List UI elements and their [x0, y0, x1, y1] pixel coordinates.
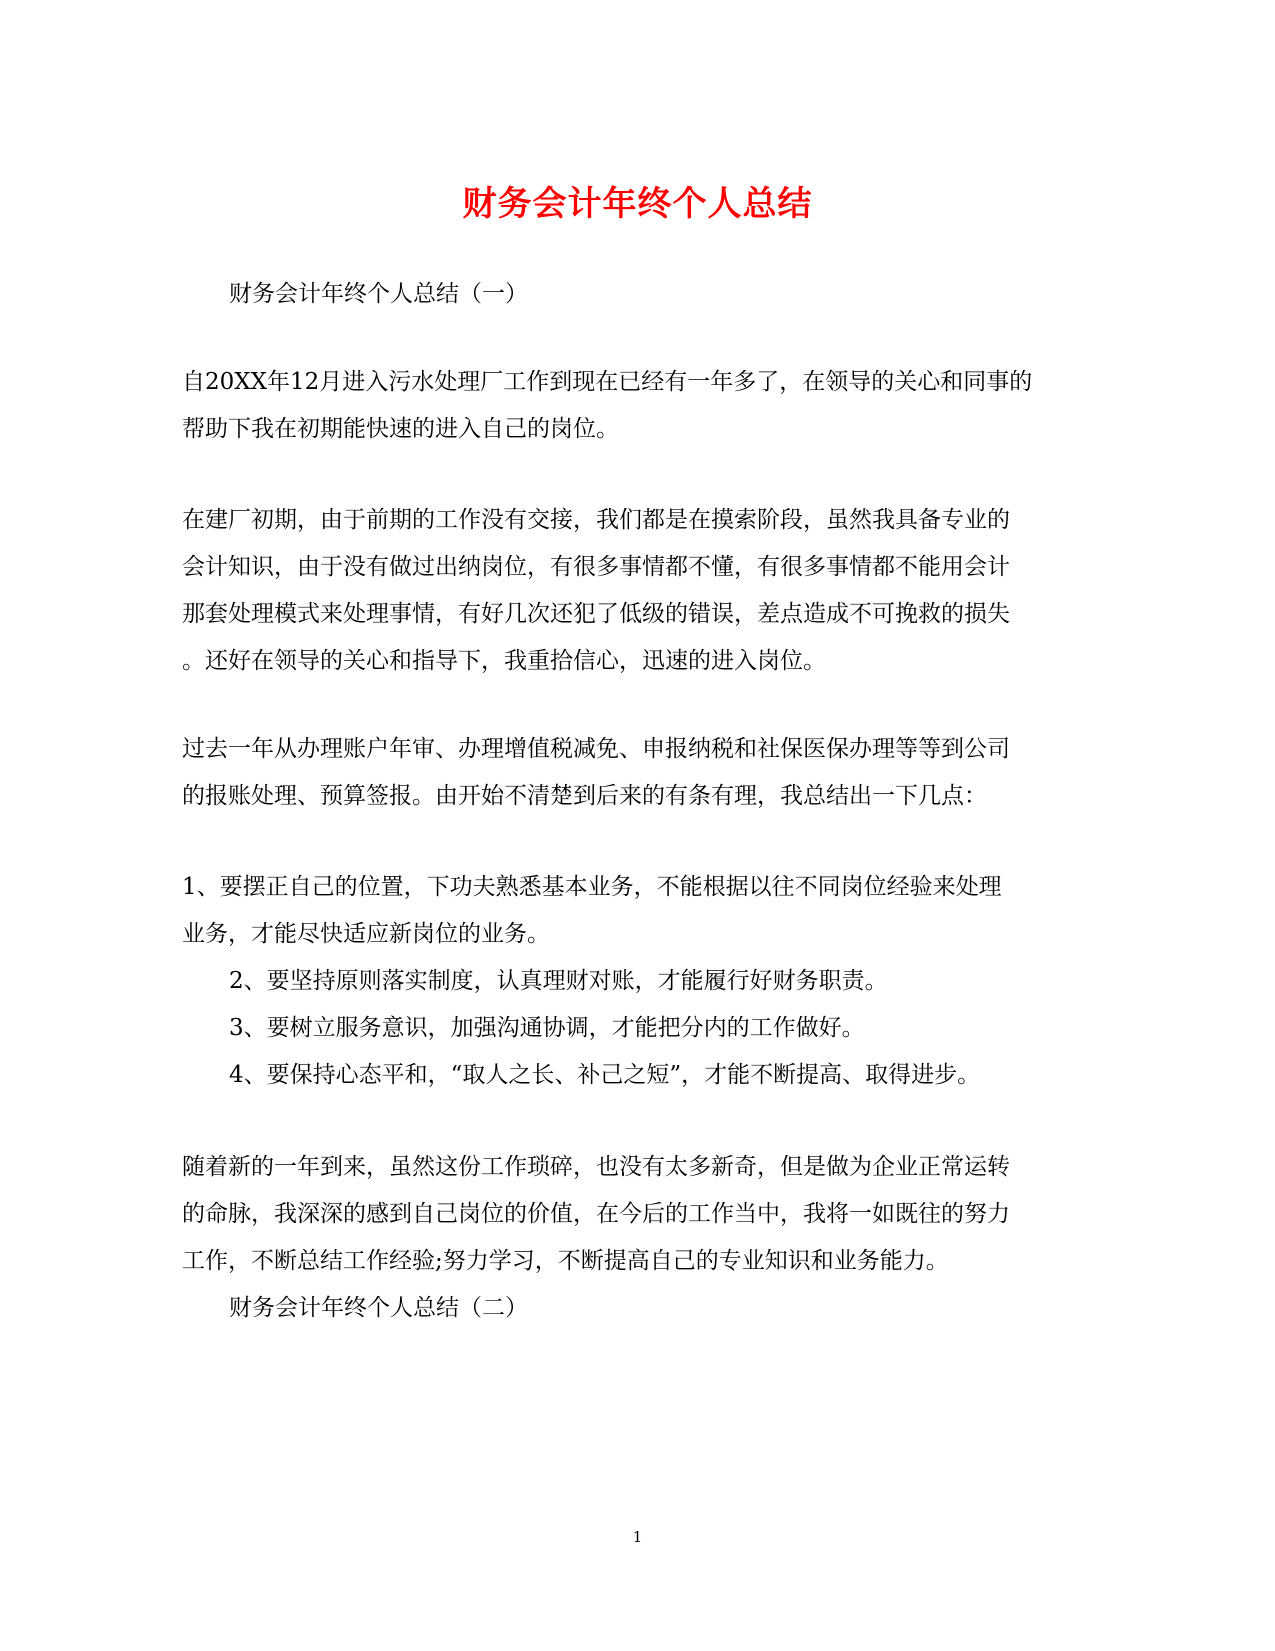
- document-title: 财务会计年终个人总结: [462, 184, 813, 224]
- list-item-2: 2、要坚持原则落实制度，认真理财对账，才能履行好财务职责。: [229, 968, 888, 994]
- paragraph-2-line-2: 会计知识，由于没有做过出纳岗位，有很多事情都不懂，有很多事情都不能用会计: [182, 554, 1010, 580]
- section-heading-2: 财务会计年终个人总结（二）: [229, 1295, 528, 1321]
- list-item-1-line-2: 业务，才能尽快适应新岗位的业务。: [182, 921, 550, 947]
- paragraph-3-line-2: 的报账处理、预算签报。由开始不清楚到后来的有条有理，我总结出一下几点：: [182, 783, 987, 809]
- paragraph-2-line-4: 。还好在领导的关心和指导下，我重拾信心，迅速的进入岗位。: [182, 648, 826, 674]
- paragraph-3-line-1: 过去一年从办理账户年审、办理增值税减免、申报纳税和社保医保办理等等到公司: [182, 736, 1010, 762]
- paragraph-1-line-2: 帮助下我在初期能快速的进入自己的岗位。: [182, 416, 619, 442]
- paragraph-4-line-2: 的命脉，我深深的感到自己岗位的价值，在今后的工作当中，我将一如既往的努力: [182, 1201, 1010, 1227]
- list-item-4: 4、要保持心态平和，“取人之长、补己之短”，才能不断提高、取得进步。: [229, 1062, 981, 1088]
- paragraph-1-line-1: 自20XX年12月进入污水处理厂工作到现在已经有一年多了，在领导的关心和同事的: [182, 369, 1033, 395]
- page-number: 1: [632, 1528, 643, 1546]
- list-item-3: 3、要树立服务意识，加强沟通协调，才能把分内的工作做好。: [229, 1015, 865, 1041]
- paragraph-4-line-3: 工作，不断总结工作经验;努力学习，不断提高自己的专业知识和业务能力。: [182, 1248, 949, 1274]
- paragraph-2-line-1: 在建厂初期，由于前期的工作没有交接，我们都是在摸索阶段，虽然我具备专业的: [182, 507, 1010, 533]
- list-item-1-line-1: 1、要摆正自己的位置，下功夫熟悉基本业务，不能根据以往不同岗位经验来处理: [182, 874, 1002, 900]
- section-heading-1: 财务会计年终个人总结（一）: [229, 281, 528, 307]
- paragraph-4-line-1: 随着新的一年到来，虽然这份工作琐碎，也没有太多新奇，但是做为企业正常运转: [182, 1154, 1010, 1180]
- paragraph-2-line-3: 那套处理模式来处理事情，有好几次还犯了低级的错误，差点造成不可挽救的损失: [182, 601, 1010, 627]
